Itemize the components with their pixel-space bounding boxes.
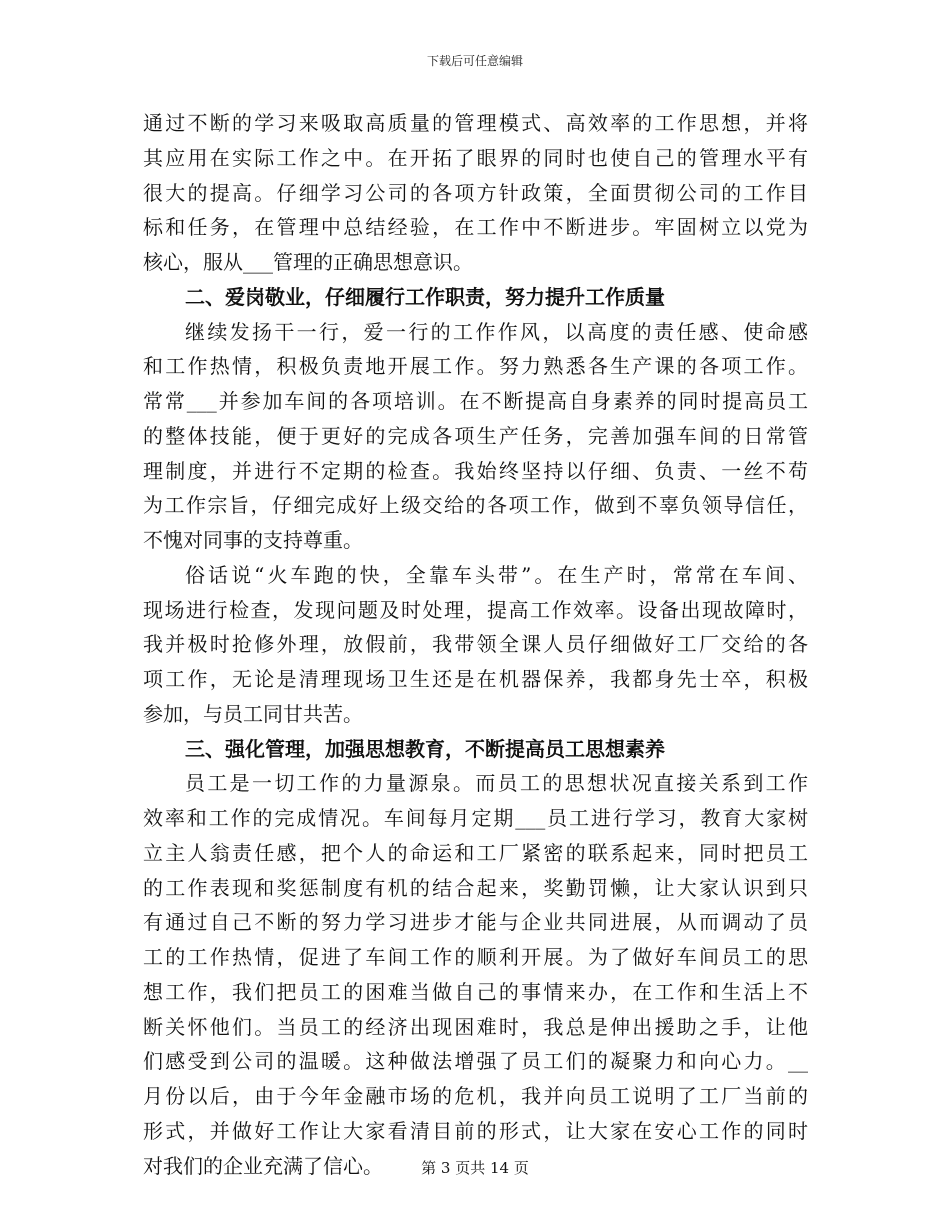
paragraph-line: 项工作，无论是清理现场卫生还是在机器保养，我都身先士卒，积极 bbox=[143, 667, 808, 691]
page-footer: 第 3 页共 14 页 bbox=[421, 1159, 529, 1177]
paragraph-last-line: 不愧对同事的支持尊重。 bbox=[143, 528, 363, 552]
paragraph-first-line: 继续发扬干一行，爱一行的工作作风，以高度的责任感、使命感 bbox=[185, 319, 808, 344]
paragraph-line: 现场进行检查，发现问题及时处理，提高工作效率。设备出现故障时， bbox=[143, 597, 808, 622]
paragraph-first-line: 员工是一切工作的力量源泉。而员工的思想状况直接关系到工作 bbox=[185, 771, 808, 796]
paragraph-line: 通过不断的学习来吸取高质量的管理模式、高效率的工作思想，并将 bbox=[143, 111, 808, 135]
paragraph-line: 的整体技能，便于更好的完成各项生产任务，完善加强车间的日常管 bbox=[143, 423, 808, 448]
paragraph-line: 形式，并做好工作让大家看清目前的形式，让大家在安心工作的同时 bbox=[143, 1118, 808, 1143]
paragraph-line: 效率和工作的完成情况。车间每月定期___员工进行学习，教育大家树 bbox=[143, 806, 808, 830]
paragraph-line: 的工作表现和奖惩制度有机的结合起来，奖勤罚懒，让大家认识到只 bbox=[143, 875, 808, 900]
section-heading: 二、爱岗敬业，仔细履行工作职责，努力提升工作质量 bbox=[185, 284, 665, 309]
paragraph-last-line: 核心，服从___管理的正确思想意识。 bbox=[143, 250, 473, 274]
paragraph-first-line: 俗话说“火车跑的快，全靠车头带”。在生产时，常常在车间、 bbox=[185, 562, 808, 587]
page-header: 下载后可任意编辑 bbox=[426, 54, 523, 68]
paragraph-line: 有通过自己不断的努力学习进步才能与企业共同进展，从而调动了员 bbox=[143, 910, 808, 935]
paragraph-line: 想工作，我们把员工的困难当做自己的事情来办，在工作和生活上不 bbox=[143, 979, 808, 1004]
paragraph-line: 标和任务，在管理中总结经验，在工作中不断进步。牢固树立以党为 bbox=[143, 215, 808, 240]
paragraph-line: 月份以后，由于今年金融市场的危机，我并向员工说明了工厂当前的 bbox=[143, 1084, 808, 1108]
paragraph-line: 其应用在实际工作之中。在开拓了眼界的同时也使自己的管理水平有 bbox=[143, 145, 808, 170]
document-body bbox=[143, 106, 808, 1183]
paragraph-last-line: 对我们的企业充满了信心。 bbox=[143, 1153, 383, 1178]
section-heading: 三、强化管理，加强思想教育，不断提高员工思想素养 bbox=[185, 736, 665, 761]
paragraph-line: 为工作宗旨，仔细完成好上级交给的各项工作，做到不辜负领导信任， bbox=[143, 493, 808, 518]
paragraph-line: 理制度，并进行不定期的检查。我始终坚持以仔细、负责、一丝不苟 bbox=[143, 458, 808, 483]
paragraph-line: 很大的提高。仔细学习公司的各项方针政策，全面贯彻公司的工作目 bbox=[143, 180, 808, 205]
paragraph-line: 工的工作热情，促进了车间工作的顺利开展。为了做好车间员工的思 bbox=[143, 945, 808, 969]
paragraph-line: 我并极时抢修外理，放假前，我带领全课人员仔细做好工厂交给的各 bbox=[143, 632, 808, 657]
paragraph-line: 和工作热情，积极负责地开展工作。努力熟悉各生产课的各项工作。 bbox=[143, 354, 808, 379]
paragraph-last-line: 参加，与员工同甘共苦。 bbox=[143, 701, 363, 726]
paragraph-line: 常常___并参加车间的各项培训。在不断提高自身素养的同时提高员工 bbox=[143, 389, 808, 413]
paragraph-line: 断关怀他们。当员工的经济出现困难时，我总是伸出援助之手，让他 bbox=[143, 1014, 808, 1039]
paragraph-line: 立主人翁责任感，把个人的命运和工厂紧密的联系起来，同时把员工 bbox=[143, 840, 808, 865]
paragraph-line: 们感受到公司的温暖。这种做法增强了员工们的凝聚力和向心力。__ bbox=[143, 1049, 808, 1074]
